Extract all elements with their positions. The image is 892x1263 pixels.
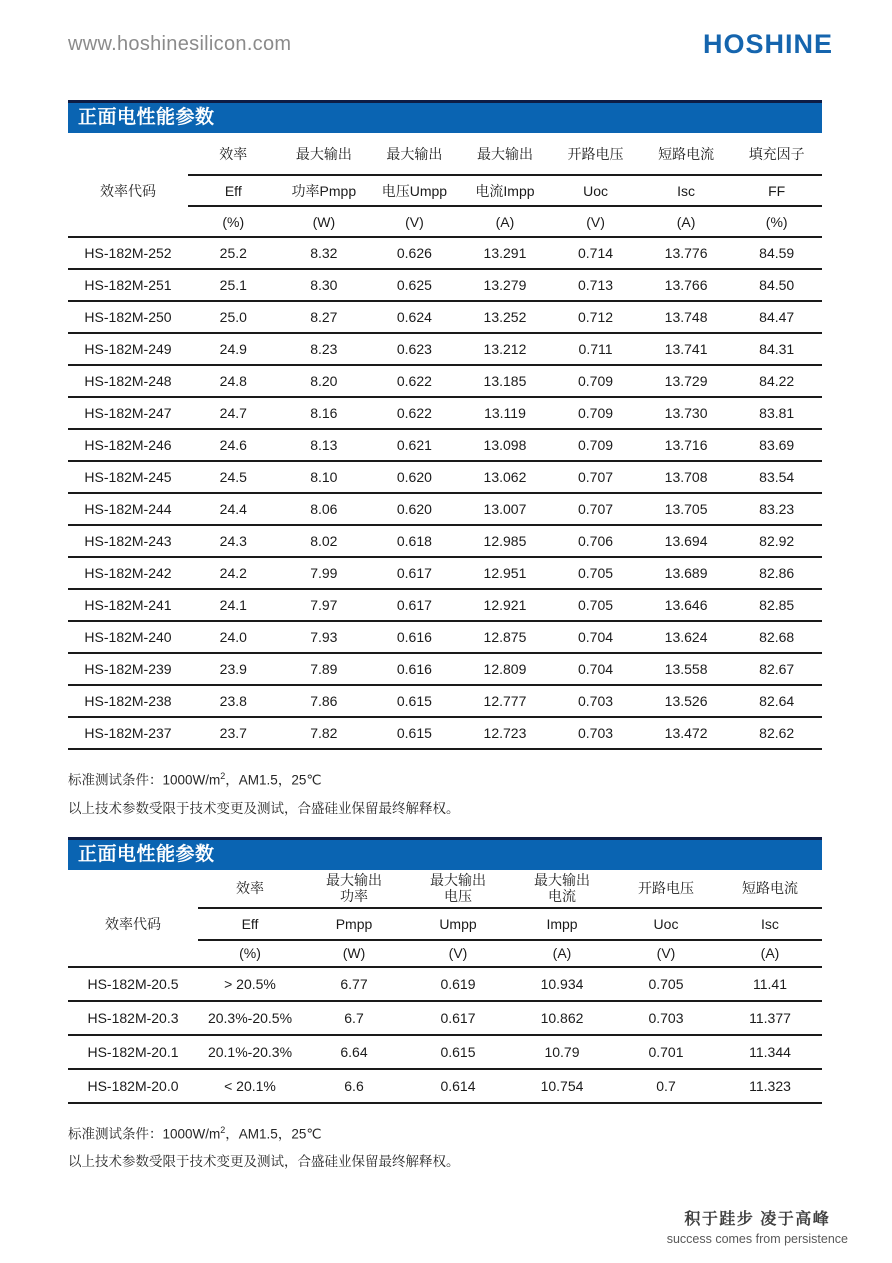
section-title: 正面电性能参数: [78, 107, 215, 128]
test-conditions-note: [68, 762, 822, 795]
table-row: [68, 557, 822, 589]
code-cell: HS-182M-244: [68, 493, 188, 525]
column-group-label-line: 开路电压: [567, 145, 624, 162]
value-cell: 24.1: [188, 589, 279, 621]
value-cell: 12.777: [460, 685, 551, 717]
value-cell: 0.711: [550, 333, 641, 365]
value-cell: 13.119: [460, 397, 551, 429]
value-cell: 10.79: [510, 1035, 614, 1069]
column-unit-label: (%): [198, 940, 302, 967]
value-cell: 0.709: [550, 397, 641, 429]
column-group-label: [460, 133, 551, 175]
value-cell: 0.622: [369, 365, 460, 397]
code-cell: HS-182M-240: [68, 621, 188, 653]
column-group-label: [188, 133, 279, 175]
superscript-2: 2: [220, 771, 226, 781]
value-cell: 82.62: [731, 717, 822, 749]
value-cell: 13.741: [641, 333, 732, 365]
value-cell: 13.098: [460, 429, 551, 461]
table-row: [68, 525, 822, 557]
code-cell: HS-182M-248: [68, 365, 188, 397]
value-cell: 8.13: [279, 429, 370, 461]
column-symbol-label: Eff: [188, 175, 279, 206]
value-cell: 0.704: [550, 653, 641, 685]
column-group-label-line: 效率: [219, 145, 248, 162]
slogan-english: success comes from persistence: [666, 1232, 848, 1246]
value-cell: 0.619: [406, 967, 510, 1001]
code-cell: HS-182M-242: [68, 557, 188, 589]
value-cell: 10.934: [510, 967, 614, 1001]
column-group-label: [641, 133, 732, 175]
value-cell: 7.97: [279, 589, 370, 621]
value-cell: 83.69: [731, 429, 822, 461]
column-group-label-line: 最大输出: [430, 872, 486, 888]
section-banner: [68, 100, 822, 133]
value-cell: 84.50: [731, 269, 822, 301]
code-cell: HS-182M-250: [68, 301, 188, 333]
value-cell: 0.707: [550, 493, 641, 525]
code-cell: HS-182M-20.3: [68, 1001, 198, 1035]
column-symbol-label: 电流Impp: [460, 175, 551, 206]
table-row: [68, 685, 822, 717]
table-row: [68, 397, 822, 429]
code-cell: HS-182M-20.1: [68, 1035, 198, 1069]
table-row: [68, 1069, 822, 1103]
value-cell: 13.558: [641, 653, 732, 685]
test-conditions-text: 标准测试条件：1000W/m: [68, 1126, 221, 1141]
column-symbol-label: 电压Umpp: [369, 175, 460, 206]
column-unit-label: (V): [614, 940, 718, 967]
value-cell: 0.706: [550, 525, 641, 557]
value-cell: 0.626: [369, 237, 460, 269]
column-group-label-line: 效率: [236, 880, 264, 896]
value-cell: 20.1%-20.3%: [198, 1035, 302, 1069]
value-cell: 24.3: [188, 525, 279, 557]
value-cell: 0.705: [614, 967, 718, 1001]
code-column-header: 效率代码: [105, 915, 161, 932]
value-cell: 0.709: [550, 429, 641, 461]
value-cell: 25.0: [188, 301, 279, 333]
column-group-label: [198, 870, 302, 908]
value-cell: 84.31: [731, 333, 822, 365]
value-cell: 7.99: [279, 557, 370, 589]
value-cell: 13.689: [641, 557, 732, 589]
column-symbol-label: Uoc: [550, 175, 641, 206]
table-header-group-row: [68, 870, 822, 908]
value-cell: 13.729: [641, 365, 732, 397]
value-cell: 13.646: [641, 589, 732, 621]
column-group-label: [302, 870, 406, 908]
code-cell: HS-182M-252: [68, 237, 188, 269]
value-cell: 13.252: [460, 301, 551, 333]
column-group-label-line: 最大输出: [295, 145, 352, 162]
code-cell: HS-182M-20.0: [68, 1069, 198, 1103]
section-banner: [68, 837, 822, 870]
table-header-symbol-row: [68, 908, 822, 940]
value-cell: 24.8: [188, 365, 279, 397]
value-cell: 0.621: [369, 429, 460, 461]
value-cell: 0.714: [550, 237, 641, 269]
front-electrical-table-1: [68, 133, 822, 750]
value-cell: 0.624: [369, 301, 460, 333]
column-group-label: [510, 870, 614, 908]
value-cell: 0.703: [550, 717, 641, 749]
value-cell: 13.212: [460, 333, 551, 365]
value-cell: 8.30: [279, 269, 370, 301]
value-cell: 24.5: [188, 461, 279, 493]
value-cell: 0.616: [369, 653, 460, 685]
column-unit-label: (A): [460, 206, 551, 237]
value-cell: 82.68: [731, 621, 822, 653]
value-cell: 7.86: [279, 685, 370, 717]
value-cell: 13.526: [641, 685, 732, 717]
column-symbol-label: Umpp: [406, 908, 510, 940]
value-cell: 24.0: [188, 621, 279, 653]
value-cell: 13.705: [641, 493, 732, 525]
table-notes: [68, 1116, 822, 1177]
table-row: [68, 333, 822, 365]
value-cell: 13.708: [641, 461, 732, 493]
column-unit-label: (W): [279, 206, 370, 237]
table-row: [68, 365, 822, 397]
value-cell: 12.809: [460, 653, 551, 685]
column-group-label: [550, 133, 641, 175]
column-symbol-label: Isc: [718, 908, 822, 940]
table-header-unit-row: [68, 940, 822, 967]
value-cell: 13.624: [641, 621, 732, 653]
value-cell: 0.703: [614, 1001, 718, 1035]
value-cell: 0.620: [369, 461, 460, 493]
value-cell: 0.705: [550, 557, 641, 589]
code-cell: HS-182M-247: [68, 397, 188, 429]
value-cell: 13.730: [641, 397, 732, 429]
value-cell: 0.617: [369, 557, 460, 589]
value-cell: 0.615: [406, 1035, 510, 1069]
column-group-label: [406, 870, 510, 908]
code-column-spacer: [68, 133, 188, 175]
column-group-label-line: 电流: [548, 888, 576, 904]
value-cell: 0.615: [369, 717, 460, 749]
table-row: [68, 967, 822, 1001]
code-cell: HS-182M-237: [68, 717, 188, 749]
value-cell: 0.704: [550, 621, 641, 653]
value-cell: 24.9: [188, 333, 279, 365]
value-cell: 11.41: [718, 967, 822, 1001]
table-row: [68, 717, 822, 749]
code-cell: HS-182M-245: [68, 461, 188, 493]
value-cell: 6.77: [302, 967, 406, 1001]
code-cell: HS-182M-251: [68, 269, 188, 301]
column-group-label-line: 短路电流: [658, 145, 715, 162]
table-row: [68, 269, 822, 301]
value-cell: 82.85: [731, 589, 822, 621]
value-cell: 0.701: [614, 1035, 718, 1069]
value-cell: 0.7: [614, 1069, 718, 1103]
value-cell: 6.7: [302, 1001, 406, 1035]
value-cell: 7.93: [279, 621, 370, 653]
value-cell: 0.623: [369, 333, 460, 365]
website-url: www.hoshinesilicon.com: [68, 32, 292, 55]
code-column-spacer: [68, 940, 198, 967]
value-cell: 11.344: [718, 1035, 822, 1069]
value-cell: 0.709: [550, 365, 641, 397]
superscript-2: 2: [220, 1124, 226, 1135]
test-conditions-text-rest: ，AM1.5，25℃: [225, 772, 322, 788]
table-row: [68, 621, 822, 653]
column-group-label-line: 最大输出: [326, 872, 382, 888]
value-cell: 11.323: [718, 1069, 822, 1103]
value-cell: 0.618: [369, 525, 460, 557]
value-cell: 12.875: [460, 621, 551, 653]
value-cell: 13.748: [641, 301, 732, 333]
value-cell: 8.06: [279, 493, 370, 525]
test-conditions-text-rest: ，AM1.5，25℃: [225, 1126, 322, 1141]
value-cell: 23.8: [188, 685, 279, 717]
value-cell: 0.625: [369, 269, 460, 301]
value-cell: 13.291: [460, 237, 551, 269]
value-cell: 12.985: [460, 525, 551, 557]
value-cell: 6.64: [302, 1035, 406, 1069]
column-unit-label: (V): [369, 206, 460, 237]
column-group-label-line: 填充因子: [748, 145, 805, 162]
value-cell: 83.81: [731, 397, 822, 429]
column-group-label: [369, 133, 460, 175]
column-group-label-line: 开路电压: [638, 880, 694, 896]
code-column-header: 效率代码: [100, 182, 156, 199]
value-cell: 13.694: [641, 525, 732, 557]
table-notes: [68, 762, 822, 823]
value-cell: 84.22: [731, 365, 822, 397]
code-cell: HS-182M-238: [68, 685, 188, 717]
table-row: [68, 1035, 822, 1069]
table-header-unit-row: [68, 206, 822, 237]
column-group-label-line: 最大输出: [534, 872, 590, 888]
value-cell: 13.062: [460, 461, 551, 493]
value-cell: 25.2: [188, 237, 279, 269]
value-cell: 12.951: [460, 557, 551, 589]
value-cell: 8.20: [279, 365, 370, 397]
column-symbol-label: Eff: [198, 908, 302, 940]
value-cell: 8.10: [279, 461, 370, 493]
value-cell: 24.6: [188, 429, 279, 461]
value-cell: 0.713: [550, 269, 641, 301]
column-group-label-line: 最大输出: [476, 145, 533, 162]
company-slogan: [667, 1206, 848, 1246]
column-group-label: [718, 870, 822, 908]
column-unit-label: (A): [510, 940, 614, 967]
value-cell: 0.617: [406, 1001, 510, 1035]
slogan-chinese: 积于跬步 凌于高峰: [684, 1211, 831, 1228]
value-cell: 0.616: [369, 621, 460, 653]
code-cell: HS-182M-243: [68, 525, 188, 557]
table-row: [68, 1001, 822, 1035]
test-conditions-text: 标准测试条件：1000W/m: [68, 772, 221, 788]
value-cell: 24.7: [188, 397, 279, 429]
value-cell: 82.92: [731, 525, 822, 557]
value-cell: 8.27: [279, 301, 370, 333]
column-symbol-label: Pmpp: [302, 908, 406, 940]
disclaimer-note: 以上技术参数受限于技术变更及测试，合盛硅业保留最终解释权。: [68, 800, 460, 816]
table-header-symbol-row: [68, 175, 822, 206]
value-cell: 13.766: [641, 269, 732, 301]
value-cell: 10.862: [510, 1001, 614, 1035]
value-cell: 82.86: [731, 557, 822, 589]
value-cell: < 20.1%: [198, 1069, 302, 1103]
disclaimer-note: 以上技术参数受限于技术变更及测试，合盛硅业保留最终解释权。: [68, 1154, 460, 1169]
value-cell: 0.703: [550, 685, 641, 717]
column-unit-label: (A): [641, 206, 732, 237]
value-cell: 8.32: [279, 237, 370, 269]
column-symbol-label: 功率Pmpp: [279, 175, 370, 206]
value-cell: 13.472: [641, 717, 732, 749]
column-symbol-label: Uoc: [614, 908, 718, 940]
table-row: [68, 589, 822, 621]
value-cell: 25.1: [188, 269, 279, 301]
column-group-label: [279, 133, 370, 175]
code-column-spacer: [68, 870, 198, 908]
value-cell: 0.617: [369, 589, 460, 621]
value-cell: 24.2: [188, 557, 279, 589]
value-cell: 13.185: [460, 365, 551, 397]
column-unit-label: (A): [718, 940, 822, 967]
value-cell: 84.59: [731, 237, 822, 269]
value-cell: 0.705: [550, 589, 641, 621]
column-symbol-label: Isc: [641, 175, 732, 206]
table-row: [68, 429, 822, 461]
column-group-label-line: 功率: [340, 888, 368, 904]
table-row: [68, 237, 822, 269]
column-unit-label: (V): [406, 940, 510, 967]
column-group-label-line: 最大输出: [386, 145, 443, 162]
code-cell: HS-182M-246: [68, 429, 188, 461]
front-electrical-table-2: [68, 870, 822, 1104]
value-cell: 8.16: [279, 397, 370, 429]
column-group-label: [731, 133, 822, 175]
value-cell: 83.23: [731, 493, 822, 525]
hoshine-logo: HOSHINE: [702, 28, 833, 59]
value-cell: 0.622: [369, 397, 460, 429]
code-cell: HS-182M-20.5: [68, 967, 198, 1001]
value-cell: 23.9: [188, 653, 279, 685]
value-cell: 23.7: [188, 717, 279, 749]
value-cell: 20.3%-20.5%: [198, 1001, 302, 1035]
column-group-label-line: 电压: [444, 888, 472, 904]
value-cell: > 20.5%: [198, 967, 302, 1001]
code-cell: HS-182M-239: [68, 653, 188, 685]
value-cell: 8.02: [279, 525, 370, 557]
column-symbol-label: Impp: [510, 908, 614, 940]
value-cell: 84.47: [731, 301, 822, 333]
table-row: [68, 301, 822, 333]
value-cell: 10.754: [510, 1069, 614, 1103]
column-symbol-label: FF: [731, 175, 822, 206]
value-cell: 0.712: [550, 301, 641, 333]
value-cell: 6.6: [302, 1069, 406, 1103]
value-cell: 0.620: [369, 493, 460, 525]
value-cell: 12.921: [460, 589, 551, 621]
value-cell: 13.279: [460, 269, 551, 301]
table-header-group-row: [68, 133, 822, 175]
column-unit-label: (%): [731, 206, 822, 237]
value-cell: 8.23: [279, 333, 370, 365]
front-electrical-section-1: [68, 100, 822, 823]
value-cell: 0.614: [406, 1069, 510, 1103]
value-cell: 82.67: [731, 653, 822, 685]
column-group-label: [614, 870, 718, 908]
value-cell: 83.54: [731, 461, 822, 493]
page-header: [68, 0, 833, 59]
table-row: [68, 653, 822, 685]
table-row: [68, 493, 822, 525]
code-cell: HS-182M-249: [68, 333, 188, 365]
value-cell: 13.716: [641, 429, 732, 461]
column-unit-label: (W): [302, 940, 406, 967]
column-unit-label: (%): [188, 206, 279, 237]
value-cell: 7.82: [279, 717, 370, 749]
value-cell: 12.723: [460, 717, 551, 749]
code-column-spacer: [68, 206, 188, 237]
value-cell: 24.4: [188, 493, 279, 525]
column-group-label-line: 短路电流: [742, 880, 798, 896]
value-cell: 0.707: [550, 461, 641, 493]
column-unit-label: (V): [550, 206, 641, 237]
value-cell: 0.615: [369, 685, 460, 717]
table-row: [68, 461, 822, 493]
value-cell: 11.377: [718, 1001, 822, 1035]
value-cell: 13.007: [460, 493, 551, 525]
test-conditions-note: [68, 1116, 822, 1149]
front-electrical-section-2: [68, 837, 822, 1177]
section-title: 正面电性能参数: [78, 843, 215, 865]
value-cell: 13.776: [641, 237, 732, 269]
value-cell: 82.64: [731, 685, 822, 717]
value-cell: 7.89: [279, 653, 370, 685]
code-cell: HS-182M-241: [68, 589, 188, 621]
